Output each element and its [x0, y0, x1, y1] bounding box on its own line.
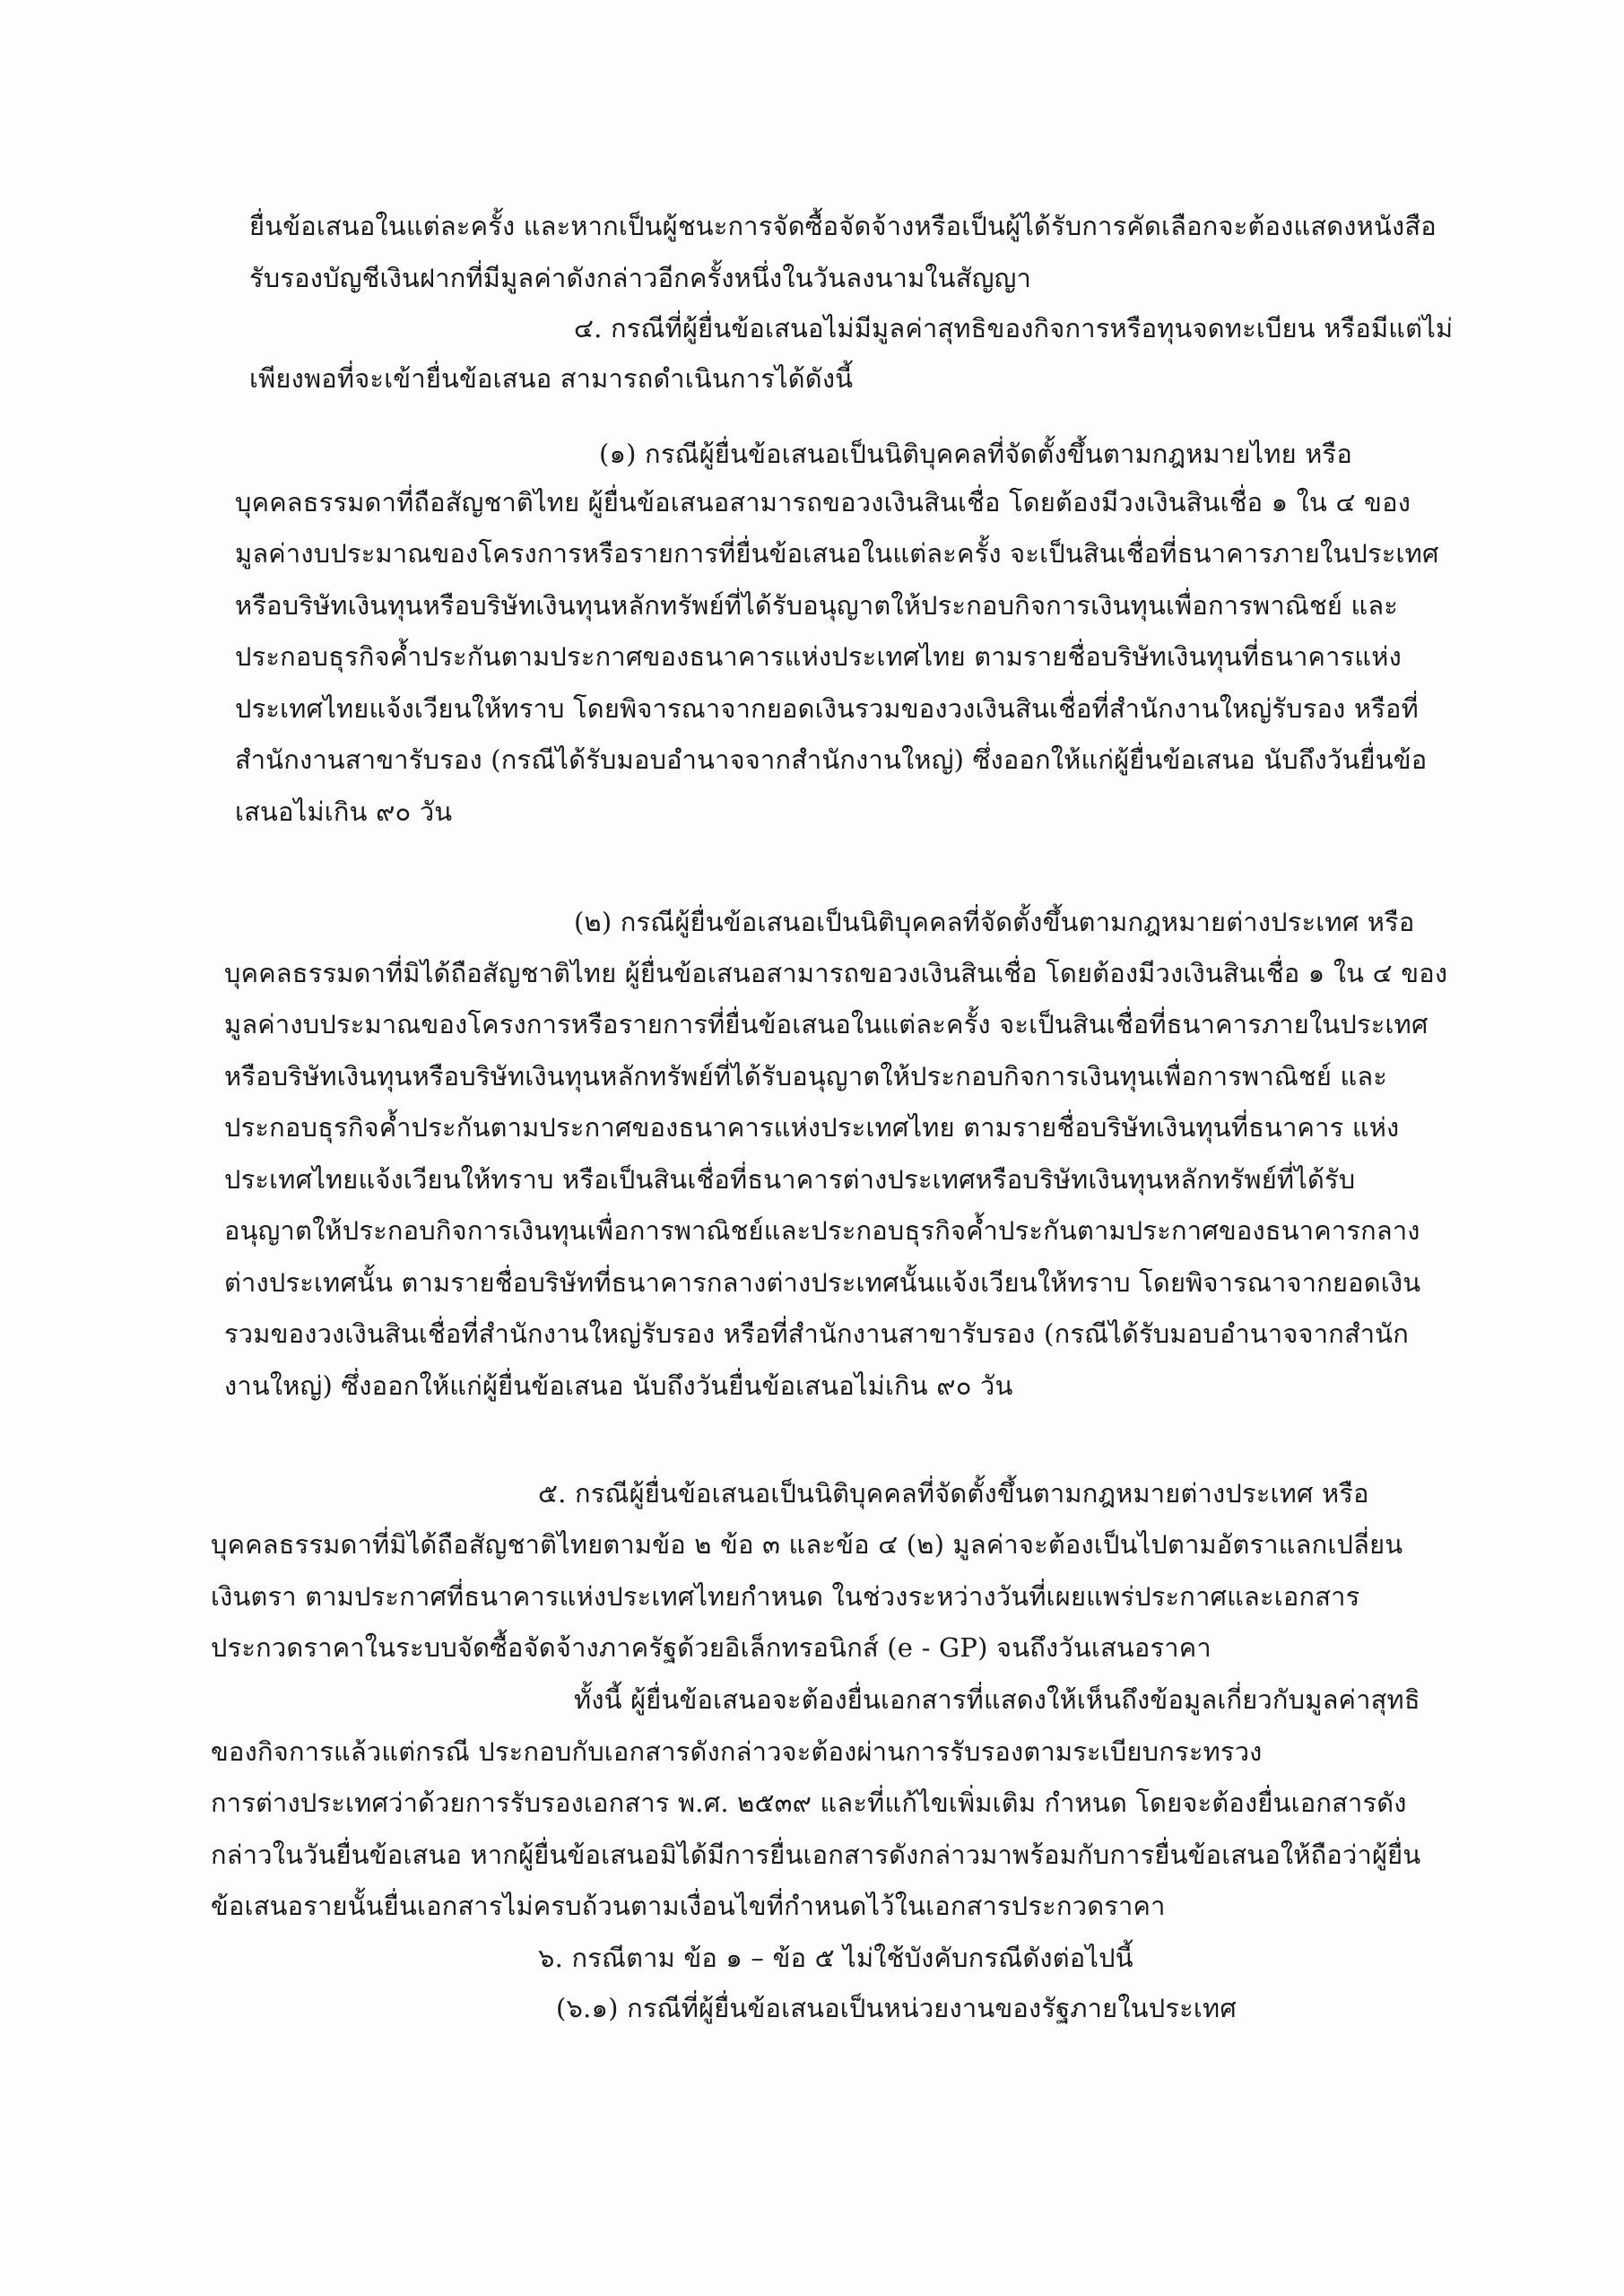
- text-line: เงินตรา ตามประกาศที่ธนาคารแห่งประเทศไทยกำหนด ในช่วงระหว่างวันที่เผยแพร่ประกาศและเอกสาร: [211, 1581, 1360, 1612]
- text-line: ประเทศไทยแจ้งเวียนให้ทราบ โดยพิจารณาจากยอดเงินรวมของวงเงินสินเชื่อที่สำนักงานใหญ่รับรอง หรือที่: [235, 693, 1419, 724]
- text-line: บุคคลธรรมดาที่มิได้ถือสัญชาติไทย ผู้ยื่นข้อเสนอสามารถขอวงเงินสินเชื่อ โดยต้องมีวงเงินสินเชื่อ ๑ ใน ๔ ของ: [224, 958, 1448, 988]
- text-line: ทั้งนี้ ผู้ยื่นข้อเสนอจะต้องยื่นเอกสารที่แสดงให้เห็นถึงข้อมูลเกี่ยวกับมูลค่าสุทธิ: [574, 1684, 1420, 1715]
- text-line: ๔. กรณีที่ผู้ยื่นข้อเสนอไม่มีมูลค่าสุทธิของกิจการหรือทุนจดทะเบียน หรือมีแต่ไม่: [574, 313, 1454, 344]
- text-line: เพียงพอที่จะเข้ายื่นข้อเสนอ สามารถดำเนินการได้ดังนี้: [249, 363, 854, 394]
- text-line: เสนอไม่เกิน ๙๐ วัน: [235, 796, 453, 827]
- text-line: ๕. กรณีผู้ยื่นข้อเสนอเป็นนิติบุคคลที่จัดตั้งขึ้นตามกฎหมายต่างประเทศ หรือ: [538, 1478, 1369, 1509]
- text-line: รับรองบัญชีเงินฝากที่มีมูลค่าดังกล่าวอีกครั้งหนึ่งในวันลงนามในสัญญา: [249, 263, 1032, 293]
- text-line: (๖.๑) กรณีที่ผู้ยื่นข้อเสนอเป็นหน่วยงานของรัฐภายในประเทศ: [556, 1993, 1237, 2023]
- text-line: รวมของวงเงินสินเชื่อที่สำนักงานใหญ่รับรอง หรือที่สำนักงานสาขารับรอง (กรณีได้รับมอบอำนาจจากสำนัก: [224, 1318, 1409, 1349]
- text-line: กล่าวในวันยื่นข้อเสนอ หากผู้ยื่นข้อเสนอมิได้มีการยื่นเอกสารดังกล่าวมาพร้อมกับการยื่นข้อเสนอให้ถือว่าผู้ยื่น: [211, 1839, 1421, 1870]
- text-line: บุคคลธรรมดาที่ถือสัญชาติไทย ผู้ยื่นข้อเสนอสามารถขอวงเงินสินเชื่อ โดยต้องมีวงเงินสินเชื่อ ๑ ใน ๔ ของ: [235, 487, 1411, 517]
- text-line: มูลค่างบประมาณของโครงการหรือรายการที่ยื่นข้อเสนอในแต่ละครั้ง จะเป็นสินเชื่อที่ธนาคารภายในประเทศ: [224, 1009, 1429, 1039]
- text-line: สำนักงานสาขารับรอง (กรณีได้รับมอบอำนาจจากสำนักงานใหญ่) ซึ่งออกให้แก่ผู้ยื่นข้อเสนอ นับถึงวันยื่นข้อ: [235, 744, 1428, 775]
- text-line: ข้อเสนอรายนั้นยื่นเอกสารไม่ครบถ้วนตามเงื่อนไขที่กำหนดไว้ในเอกสารประกวดราคา: [211, 1891, 1166, 1921]
- text-line: ประกอบธุรกิจค้ำประกันตามประกาศของธนาคารแห่งประเทศไทย ตามรายชื่อบริษัทเงินทุนที่ธนาคารแห่ง: [235, 641, 1402, 672]
- text-line: ๖. กรณีตาม ข้อ ๑ – ข้อ ๕ ไม่ใช้บังคับกรณีดังต่อไปนี้: [538, 1943, 1133, 1973]
- text-line: งานใหญ่) ซึ่งออกให้แก่ผู้ยื่นข้อเสนอ นับถึงวันยื่นข้อเสนอไม่เกิน ๙๐ วัน: [224, 1370, 1013, 1401]
- text-line: ต่างประเทศนั้น ตามรายชื่อบริษัทที่ธนาคารกลางต่างประเทศนั้นแจ้งเวียนให้ทราบ โดยพิจารณาจากยอดเงิน: [224, 1267, 1421, 1298]
- text-line: มูลค่างบประมาณของโครงการหรือรายการที่ยื่นข้อเสนอในแต่ละครั้ง จะเป็นสินเชื่อที่ธนาคารภายในประเทศ: [235, 538, 1439, 569]
- text-line: หรือบริษัทเงินทุนหรือบริษัทเงินทุนหลักทรัพย์ที่ได้รับอนุญาตให้ประกอบกิจการเงินทุนเพื่อการพาณิชย์ และ: [224, 1061, 1388, 1091]
- text-line: ยื่นข้อเสนอในแต่ละครั้ง และหากเป็นผู้ชนะการจัดซื้อจัดจ้างหรือเป็นผู้ได้รับการคัดเลือกจะต้องแสดงหนังสือ: [249, 211, 1437, 241]
- text-line: หรือบริษัทเงินทุนหรือบริษัทเงินทุนหลักทรัพย์ที่ได้รับอนุญาตให้ประกอบกิจการเงินทุนเพื่อการพาณิชย์ และ: [235, 590, 1399, 621]
- text-line: บุคคลธรรมดาที่มิได้ถือสัญชาติไทยตามข้อ ๒ ข้อ ๓ และข้อ ๔ (๒) มูลค่าจะต้องเป็นไปตามอัตราแลกเปลี่ยน: [211, 1529, 1403, 1560]
- text-line: ประกอบธุรกิจค้ำประกันตามประกาศของธนาคารแห่งประเทศไทย ตามรายชื่อบริษัทเงินทุนที่ธนาคาร แห่ง: [224, 1112, 1400, 1143]
- text-line: ประเทศไทยแจ้งเวียนให้ทราบ หรือเป็นสินเชื่อที่ธนาคารต่างประเทศหรือบริษัทเงินทุนหลักทรัพย์ที่ได้รับ: [224, 1164, 1356, 1195]
- text-line: (๒) กรณีผู้ยื่นข้อเสนอเป็นนิติบุคคลที่จัดตั้งขึ้นตามกฎหมายต่างประเทศ หรือ: [574, 907, 1415, 937]
- text-line: ของกิจการแล้วแต่กรณี ประกอบกับเอกสารดังกล่าวจะต้องผ่านการรับรองตามระเบียบกระทรวง: [211, 1736, 1263, 1767]
- text-line: การต่างประเทศว่าด้วยการรับรองเอกสาร พ.ศ. ๒๕๓๙ และที่แก้ไขเพิ่มเติม กำหนด โดยจะต้องยื่นเอกสารดัง: [211, 1787, 1407, 1818]
- text-line: (๑) กรณีผู้ยื่นข้อเสนอเป็นนิติบุคคลที่จัดตั้งขึ้นตามกฎหมายไทย หรือ: [599, 439, 1352, 469]
- text-line: ประกวดราคาในระบบจัดซื้อจัดจ้างภาครัฐด้วยอิเล็กทรอนิกส์ (e - GP) จนถึงวันเสนอราคา: [211, 1632, 1211, 1663]
- text-line: อนุญาตให้ประกอบกิจการเงินทุนเพื่อการพาณิชย์และประกอบธุรกิจค้ำประกันตามประกาศของธนาคารกลาง: [224, 1215, 1420, 1246]
